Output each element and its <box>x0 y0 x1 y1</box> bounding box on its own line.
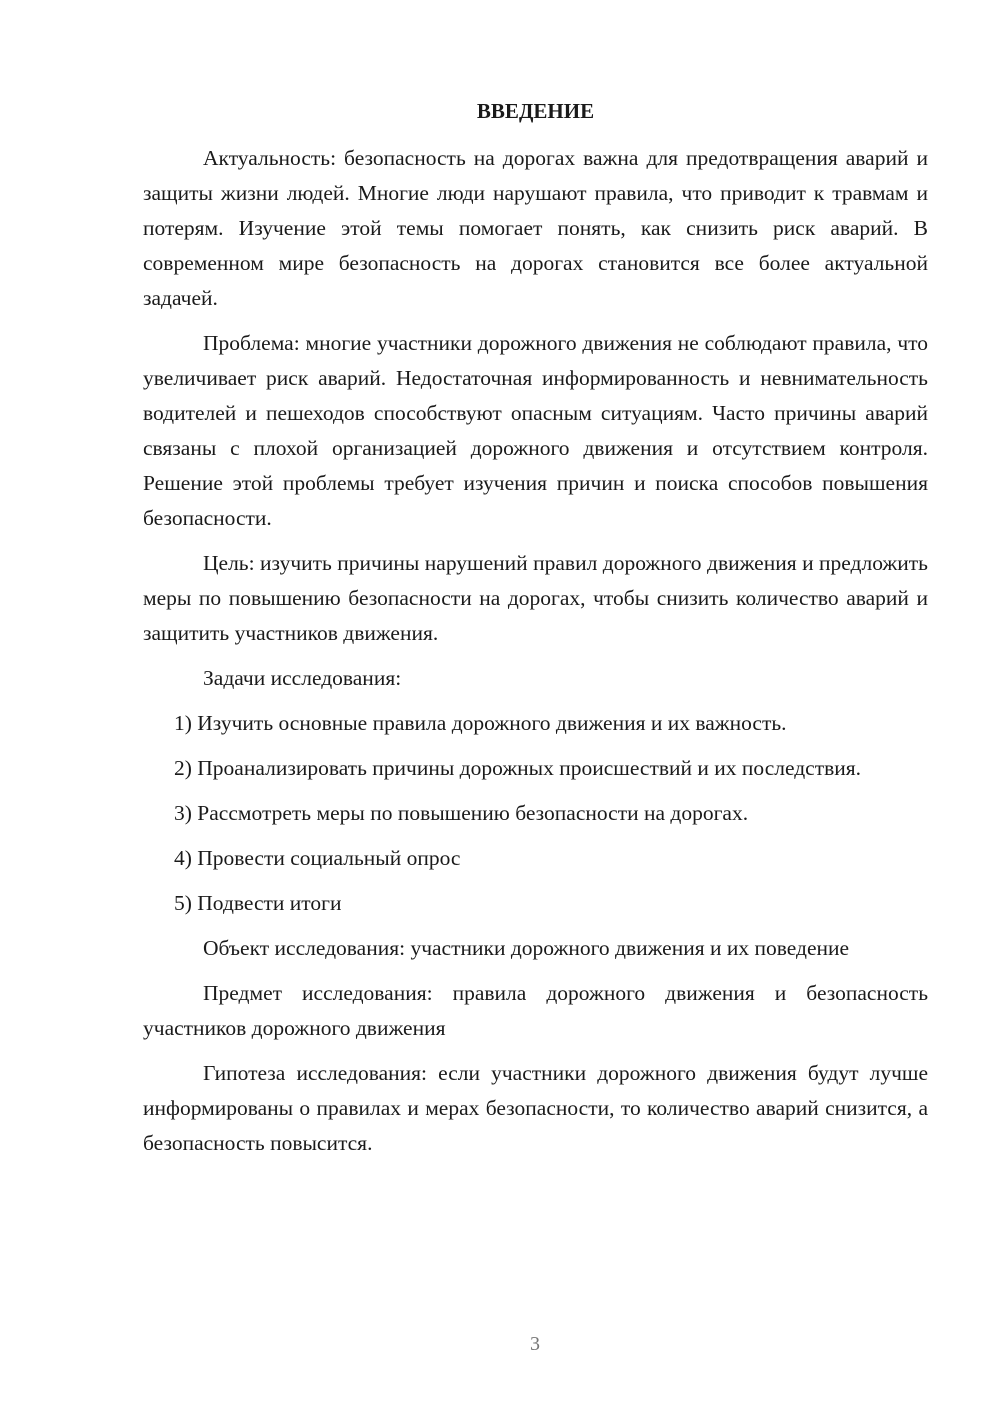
paragraph-goal: Цель: изучить причины нарушений правил дорожного движения и предложить меры по повышению безопасности на дорогах, чтобы снизить количество аварий и защитить участников движения. <box>143 551 928 645</box>
paragraph-relevance: Актуальность: безопасность на дорогах важна для предотвращения аварий и защиты жизни людей. Многие люди нарушают правила, что приводит к травмам и потерям. Изучение этой темы помогает понять, как снизить риск аварий. В современном мире безопасность на дорогах становится все более актуальной задачей. <box>143 146 928 310</box>
paragraph-object: Объект исследования: участники дорожного движения и их поведение <box>203 936 850 960</box>
paragraph-hypothesis: Гипотеза исследования: если участники дорожного движения будут лучше информированы о правилах и мерах безопасности, то количество аварий снизится, а безопасность повысится. <box>143 1061 928 1155</box>
paragraph-subject: Предмет исследования: правила дорожного движения и безопасность участников дорожного движения <box>143 981 928 1040</box>
document-page <box>143 94 928 1171</box>
tasks-heading: Задачи исследования: <box>203 666 402 690</box>
paragraph-problem: Проблема: многие участники дорожного движения не соблюдают правила, что увеличивает риск аварий. Недостаточная информированность и невнимательность водителей и пешеходов способствуют опасным ситуациям. Часто причины аварий связаны с плохой организацией дорожного движения и отсутствием контроля. Решение этой проблемы требует изучения причин и поиска способов повышения безопасности. <box>143 331 928 530</box>
task-item: 4) Провести социальный опрос <box>174 846 461 870</box>
page-title: ВВЕДЕНИЕ <box>476 99 595 123</box>
task-item: 2) Проанализировать причины дорожных происшествий и их последствия. <box>174 756 862 780</box>
task-item: 5) Подвести итоги <box>174 891 342 915</box>
task-item: 1) Изучить основные правила дорожного движения и их важность. <box>174 711 787 735</box>
task-item: 3) Рассмотреть меры по повышению безопасности на дорогах. <box>174 801 749 825</box>
page-number: 3 <box>530 1333 540 1355</box>
